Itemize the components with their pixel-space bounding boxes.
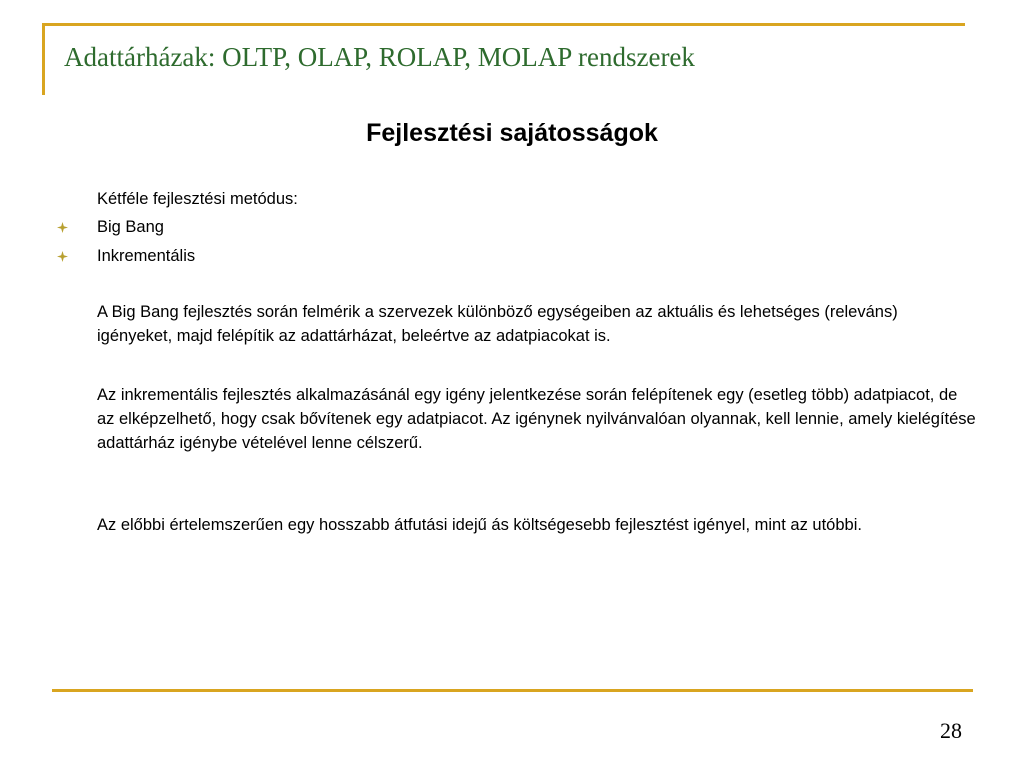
bottom-frame-line xyxy=(52,689,973,692)
diamond-bullet-icon xyxy=(57,222,68,233)
top-frame-line xyxy=(42,23,965,26)
header-title: Adattárházak: OLTP, OLAP, ROLAP, MOLAP rendszerek xyxy=(64,42,695,72)
paragraph-incremental: Az inkrementális fejlesztés alkalmazásánál egy igény jelentkezése során felépítenek egy (esetleg több) adatpiacot, de az elképzelhető, hogy csak bővítenek egy adatpiacot. Az igénynek nyilvánvalóan olyannak, kell lennie, amely kielégítése adattárház igénybe vételével lenne célszerű. xyxy=(97,386,976,452)
paragraph-comparison: Az előbbi értelemszerűen egy hosszabb átfutási idejű ás költségesebb fejlesztést igényel, mint az utóbbi. xyxy=(97,516,862,534)
slide-heading: Fejlesztési sajátosságok xyxy=(366,119,658,147)
intro-text: Kétféle fejlesztési metódus: xyxy=(97,190,298,208)
page-number: 28 xyxy=(940,718,962,743)
bullet-label: Inkrementális xyxy=(97,247,196,265)
left-frame-line xyxy=(42,23,45,95)
diamond-bullet-icon xyxy=(57,251,68,262)
bullet-label: Big Bang xyxy=(97,218,164,236)
paragraph-big-bang: A Big Bang fejlesztés során felmérik a szervezek különböző egységeiben az aktuális és lehetséges (releváns) igényeket, majd felépítik az adattárházat, beleértve az adatpiacokat is. xyxy=(97,303,898,345)
